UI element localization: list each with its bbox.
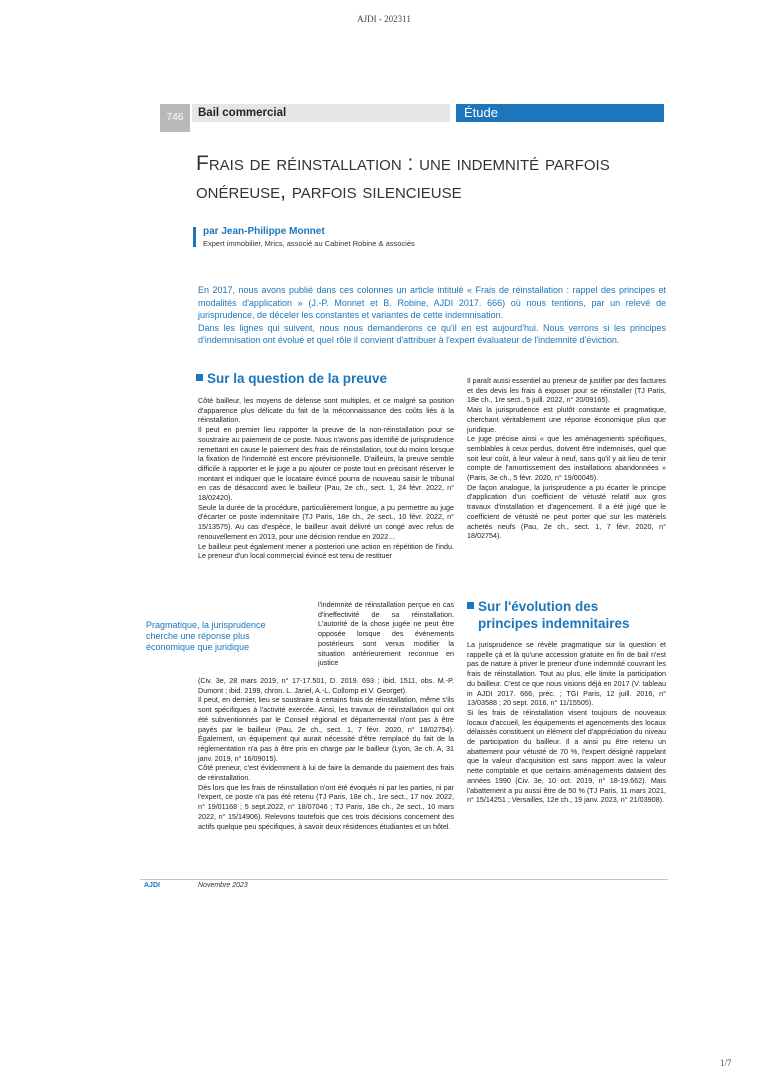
author-role: Expert immobilier, Mrics, associé au Cabinet Robine & associés: [203, 239, 415, 248]
article-intro: [198, 284, 666, 347]
title-line-2: onéreuse, parfois silencieuse: [196, 180, 462, 203]
footer-date: Novembre 2023: [198, 882, 248, 889]
left-paragraph: (Civ. 3e, 28 mars 2019, n° 17-17.501, D. 2019. 693 ; ibid. 1511, obs. M.-P. Dumont ; ibid. 2199, chron. L. Jariel, A.-L. Collomp et V. Georget).: [198, 676, 454, 695]
right-paragraph: Mais la jurisprudence est plutôt constante et pragmatique, cherchant véritablement une réponse économique plus que juridique.: [467, 405, 666, 434]
left-paragraph: Côté bailleur, les moyens de défense sont multiples, et ce malgré sa position d'apparence plus délicate du fait de la méconnaissance des coûts liés à la réinstallation.: [198, 396, 454, 425]
left-paragraph: Il peut, en dernier, lieu se soustraire à certains frais de réinstallation, même s'ils sont spécifiques à l'activité exercée. Ainsi, les travaux de réinstallation qui ont été subventionnés par le Conseil régional et départemental n'ont pas à être payés par le bailleur (Pau, 2e ch., sect. 1, 7 févr. 2020, n° 18/02754). Également, un équipement qui aurait nécessité d'être remplacé du fait de la réglementation n'a pas à être pris en charge par le bailleur (Lyon, 3e ch. A, 31 janv. 2019, n° 16/09015).: [198, 695, 454, 763]
author-accent-bar: [193, 227, 196, 247]
footer-rule: [140, 879, 668, 880]
left-paragraph: Le bailleur peut également mener a posteriori une action en répétition de l'indu. Le preneur d'un local commercial évincé est tenu de restituer: [198, 541, 454, 561]
footer-journal: AJDI: [144, 882, 160, 889]
left-paragraph: Dès lors que les frais de réinstallation n'ont été évoqués ni par les parties, ni par l'expert, ce poste n'a pas été retenu (TJ Paris, 18e ch., 1re sect., 17 nov. 2022, n° 19/01168 ; 5 sept.2022, n° 18/07046 ; TJ Paris, 18e ch., 2e sect., 10 mars 2022, n° 15/14906). Relevons toutefois que ces trois décisions concernent des actifs quelque peu spécifiques, à savoir deux résidences étudiantes et un hôtel.: [198, 782, 454, 831]
left-column-top: [198, 396, 454, 561]
right-paragraph: Si les frais de réinstallation visent toujours de nouveaux locaux d'accueil, les équipements et agencements des locaux délaissés constituent un élément clef d'appréciation du niveau de participation du bailleur. Il a ainsi pu être retenu un abattement pour vétusté de 70 %, l'expert désigné rappelant que la valeur d'acquisition est sans rapport avec la valeur nette comptable et que certains aménagements dataient des années 1990 (Civ. 3e, 10 oct. 2019, n° 18-19.662). Mais l'abattement a pu aussi être de 50 % (TJ Paris, 11 mars 2021, n° 15/14251 ; Versailles, 12e ch., 19 janv. 2023, n° 21/03908).: [467, 707, 666, 805]
right-paragraph: De façon analogue, la jurisprudence a pu écarter le principe d'application d'un coefficient de vétusté relatif aux gros travaux d'installation et d'agencement. Il a été jugé que le coefficient de vétusté ne peut porter que sur les matériels achetés neufs (Pau, 2e ch., sect. 1, 7 févr. 2020, n° 18/02754).: [467, 482, 666, 541]
left-paragraph: Il peut en premier lieu rapporter la preuve de la non-réinstallation pour se soustraire au paiement de ce poste. Nous n'avons pas identifié de jurisprudence remettant en cause le paiement des frais de réinstallation, tout du moins lorsque la fixation de l'indemnité est encore prévisionnelle. D'ailleurs, la preuve semble difficile à rapporter et le juge a pu ajouter ce poste tout en précisant réserver le montant et indiquer que le locataire évincé pourra de nouveau saisir le tribunal en cas de désaccord avec le bailleur (Pau, 2e ch., sect. 1, 24 févr. 2022, n° 18/02420).: [198, 425, 454, 503]
title-line-1: Frais de réinstallation : une indemnité parfois: [196, 152, 610, 175]
page-number: 746: [160, 104, 190, 132]
left-paragraph: Côté preneur, c'est évidemment à lui de faire la demande du paiement des frais de réinstallation.: [198, 763, 454, 783]
page-count: 1/7: [720, 1058, 732, 1068]
section2-heading-line-1: Sur l'évolution des: [478, 599, 599, 614]
left-column-bottom: [198, 676, 454, 831]
heading-square-icon: [467, 602, 474, 609]
rubric-label: Bail commercial: [192, 104, 450, 122]
intro-paragraph-2: Dans les lignes qui suivent, nous nous demanderons ce qu'il en est aujourd'hui. Nous verrons si les principes d'indemnisation ont évolué et quel rôle il convient d'attribuer à l'expert évaluateur de l'indemnité d'éviction.: [198, 322, 666, 345]
section1-heading-text: Sur la question de la preuve: [207, 371, 388, 386]
intro-paragraph-1: En 2017, nous avons publié dans ces colonnes un article intitulé « Frais de réinstallation : rappel des principes et modalités d'application » (J.-P. Monnet et B. Robine, AJDI 2017. 666) où nous tentions, par un relevé de jurisprudence, de déceler les constantes et variantes de cette indemnisation.: [198, 285, 666, 320]
article-title: [196, 150, 666, 206]
heading-square-icon: [196, 374, 203, 381]
right-paragraph: La jurisprudence se révèle pragmatique sur la question et rappelle çà et là qu'une accession gratuite en fin de bail n'est pas de nature à priver le preneur d'une indemnité couvrant les frais de réinstallation. Tout au plus, elle limite la participation du bailleur. C'est ce que nous visions déjà en 2017 (V. tableau in AJDI 2017. 666, préc. ; TGI Paris, 12 juill. 2016, n° 13/03588 ; 20 sept. 2016, n° 11/15505).: [467, 640, 666, 708]
section2-heading: [467, 598, 667, 632]
right-paragraph: Le juge précise ainsi « que les aménagements spécifiques, semblables à ceux perdus, doivent être indemnisés, quel que soit leur coût, à leur valeur à neuf, sans qu'il y ait lieu de tenir compte de l'amortissement des installations abandonnées » (Paris, 3e ch., 5 févr. 2020, n° 19/00045).: [467, 434, 666, 483]
right-paragraph: Il paraît aussi essentiel au preneur de justifier par des factures et des devis les frais à exposer pour se réinstaller (TJ Paris, 18e ch., 1re sect., 5 juill. 2022, n° 20/09165).: [467, 376, 666, 405]
author-name: par Jean-Philippe Monnet: [203, 226, 325, 237]
section1-heading: [196, 370, 387, 387]
section-tag: Étude: [456, 104, 664, 122]
section2-heading-line-2: principes indemnitaires: [478, 616, 630, 631]
left-paragraph: Seule la durée de la procédure, particulièrement longue, a pu permettre au juge d'écarter ce poste indemnitaire (TJ Paris, 18e ch., 2e sect., 10 févr. 2022, n° 15/13575). Au cas d'espèce, le bailleur avait délivré un congé avec refus de renouvellement en 2013, pour une décision rendue en 2022…: [198, 502, 454, 541]
running-head: AJDI - 202311: [357, 14, 411, 24]
left-column-narrow: l'indemnité de réinstallation perçue en cas d'ineffectivité de sa réinstallation. L'autorité de la chose jugée ne peut être opposée lorsque des événements postérieurs sont venus modifier la situation antérieurement reconnue en justice: [318, 600, 454, 668]
pull-quote: Pragmatique, la jurisprudence cherche une réponse plus économique que juridique: [146, 620, 266, 652]
right-column-top: [467, 376, 666, 541]
right-column-bottom: [467, 640, 666, 805]
